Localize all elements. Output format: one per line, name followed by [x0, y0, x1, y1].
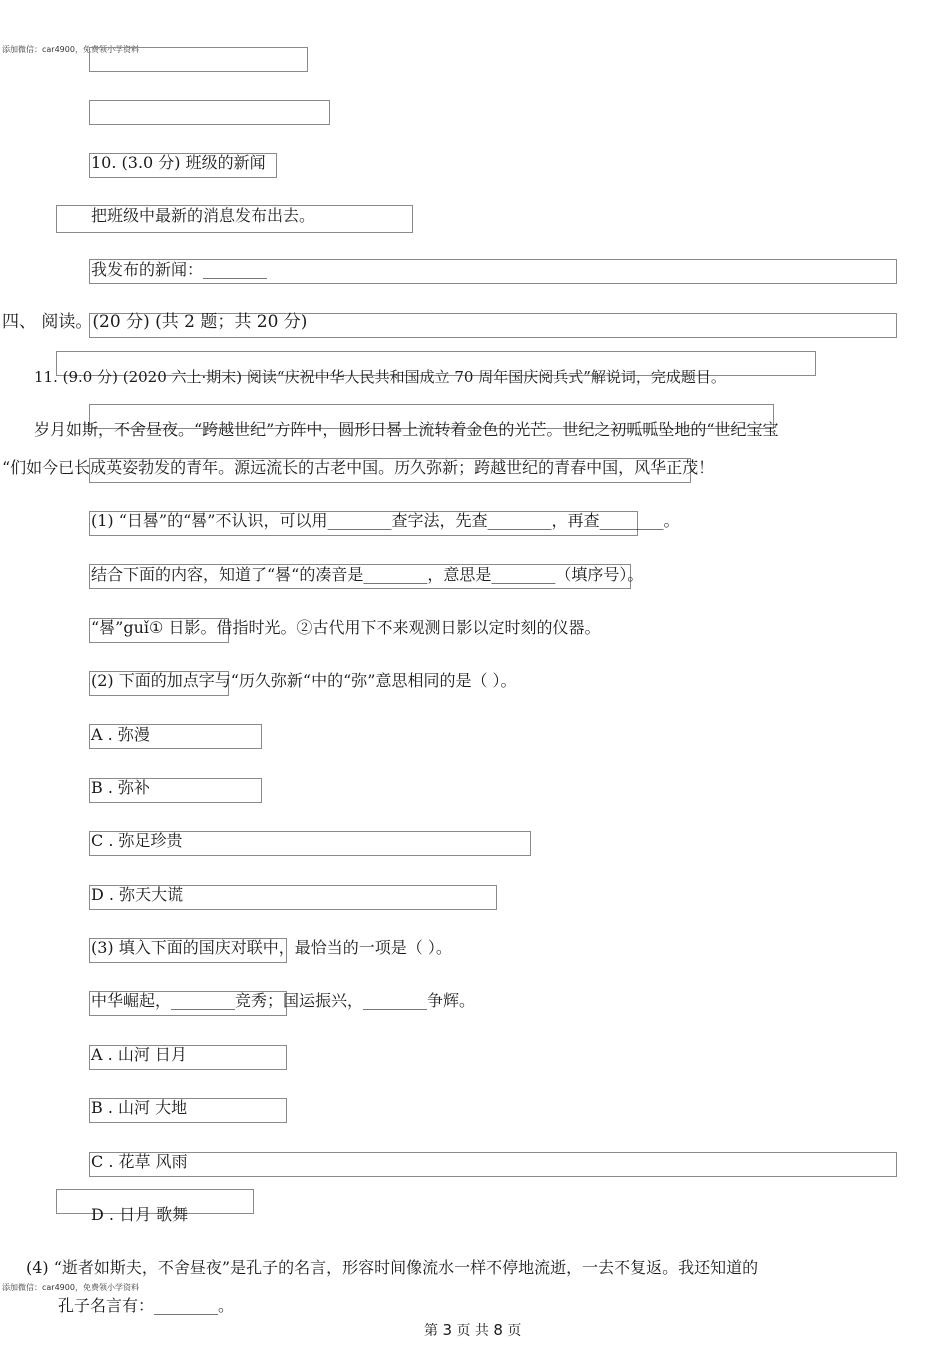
q11-title: 11. (9.0 分) (2020 六上·期末) 阅读“庆祝中华人民共和国成立 70 周年国庆阅兵式”解说词，完成题目。: [34, 368, 726, 386]
answer-box[interactable]: [89, 100, 330, 125]
sub2-option-d[interactable]: D . 弥天大谎: [91, 885, 184, 904]
footer-middle: 页 共: [456, 1323, 489, 1339]
sub3-couplet: 中华崛起，________竞秀；国运振兴，________争辉。: [91, 991, 476, 1010]
answer-box[interactable]: [89, 47, 308, 72]
q10-title: 10. (3.0 分) 班级的新闻: [91, 153, 266, 172]
passage-line-2: “们如今已长成英姿勃发的青年。源远流长的古老中国。历久弥新；跨越世纪的青春中国，风华正茂！: [2, 458, 715, 477]
footer-suffix: 页: [507, 1323, 522, 1339]
sub3-option-c[interactable]: C . 花草 风雨: [91, 1152, 188, 1171]
footer-prefix: 第: [424, 1323, 438, 1339]
sub2-option-a[interactable]: A . 弥漫: [91, 725, 150, 744]
sub4-line-1: (4) “逝者如斯夫，不舍昼夜”是孔子的名言，形容时间像流水一样不停地流逝，一去不复返。我还知道的: [26, 1258, 759, 1277]
passage-line-1: 岁月如斯，不舍昼夜。“跨越世纪”方阵中，圆形日晷上流转着金色的光芒。世纪之初呱呱坠地的“世纪宝宝: [34, 420, 779, 439]
sub1-line-2: 结合下面的内容，知道了“晷“的凑音是________，意思是________（填序号）。: [91, 565, 644, 584]
page-total: 8: [493, 1321, 503, 1339]
watermark-bottom: 添加微信：car4900，免费领小学资料: [2, 1283, 139, 1292]
sub1-line-3: “晷”guǐ① 日影。借指时光。②古代用下不来观测日影以定时刻的仪器。: [91, 618, 601, 637]
q10-prompt: 把班级中最新的消息发布出去。: [91, 206, 316, 225]
section-title: 四、 阅读。(20 分) (共 2 题；共 20 分): [2, 312, 308, 332]
sub2-option-c[interactable]: C . 弥足珍贵: [91, 831, 183, 850]
sub3-stem: (3) 填入下面的国庆对联中，最恰当的一项是（ ）。: [91, 938, 452, 957]
watermark-top: 添加微信：car4900，免费领小学资料: [2, 45, 139, 54]
q10-answer-line: 我发布的新闻：________: [91, 260, 268, 279]
sub2-option-b[interactable]: B . 弥补: [91, 778, 151, 797]
sub1-line-1: (1) “日晷”的“晷”不认识，可以用________查字法，先查________，再查________。: [91, 511, 680, 530]
option-box[interactable]: [89, 1152, 897, 1177]
page-number: 3: [442, 1321, 452, 1339]
page-footer: [424, 1321, 521, 1340]
sub3-option-d[interactable]: D . 日月 歌舞: [91, 1205, 189, 1224]
sub3-option-a[interactable]: A . 山河 日月: [91, 1045, 187, 1064]
sub3-option-b[interactable]: B . 山河 大地: [91, 1098, 188, 1117]
sub2-stem: (2) 下面的加点字与“历久弥新“中的“弥”意思相同的是（ ）。: [91, 671, 517, 690]
sub4-line-2: 孔子名言有：________。: [58, 1296, 235, 1315]
